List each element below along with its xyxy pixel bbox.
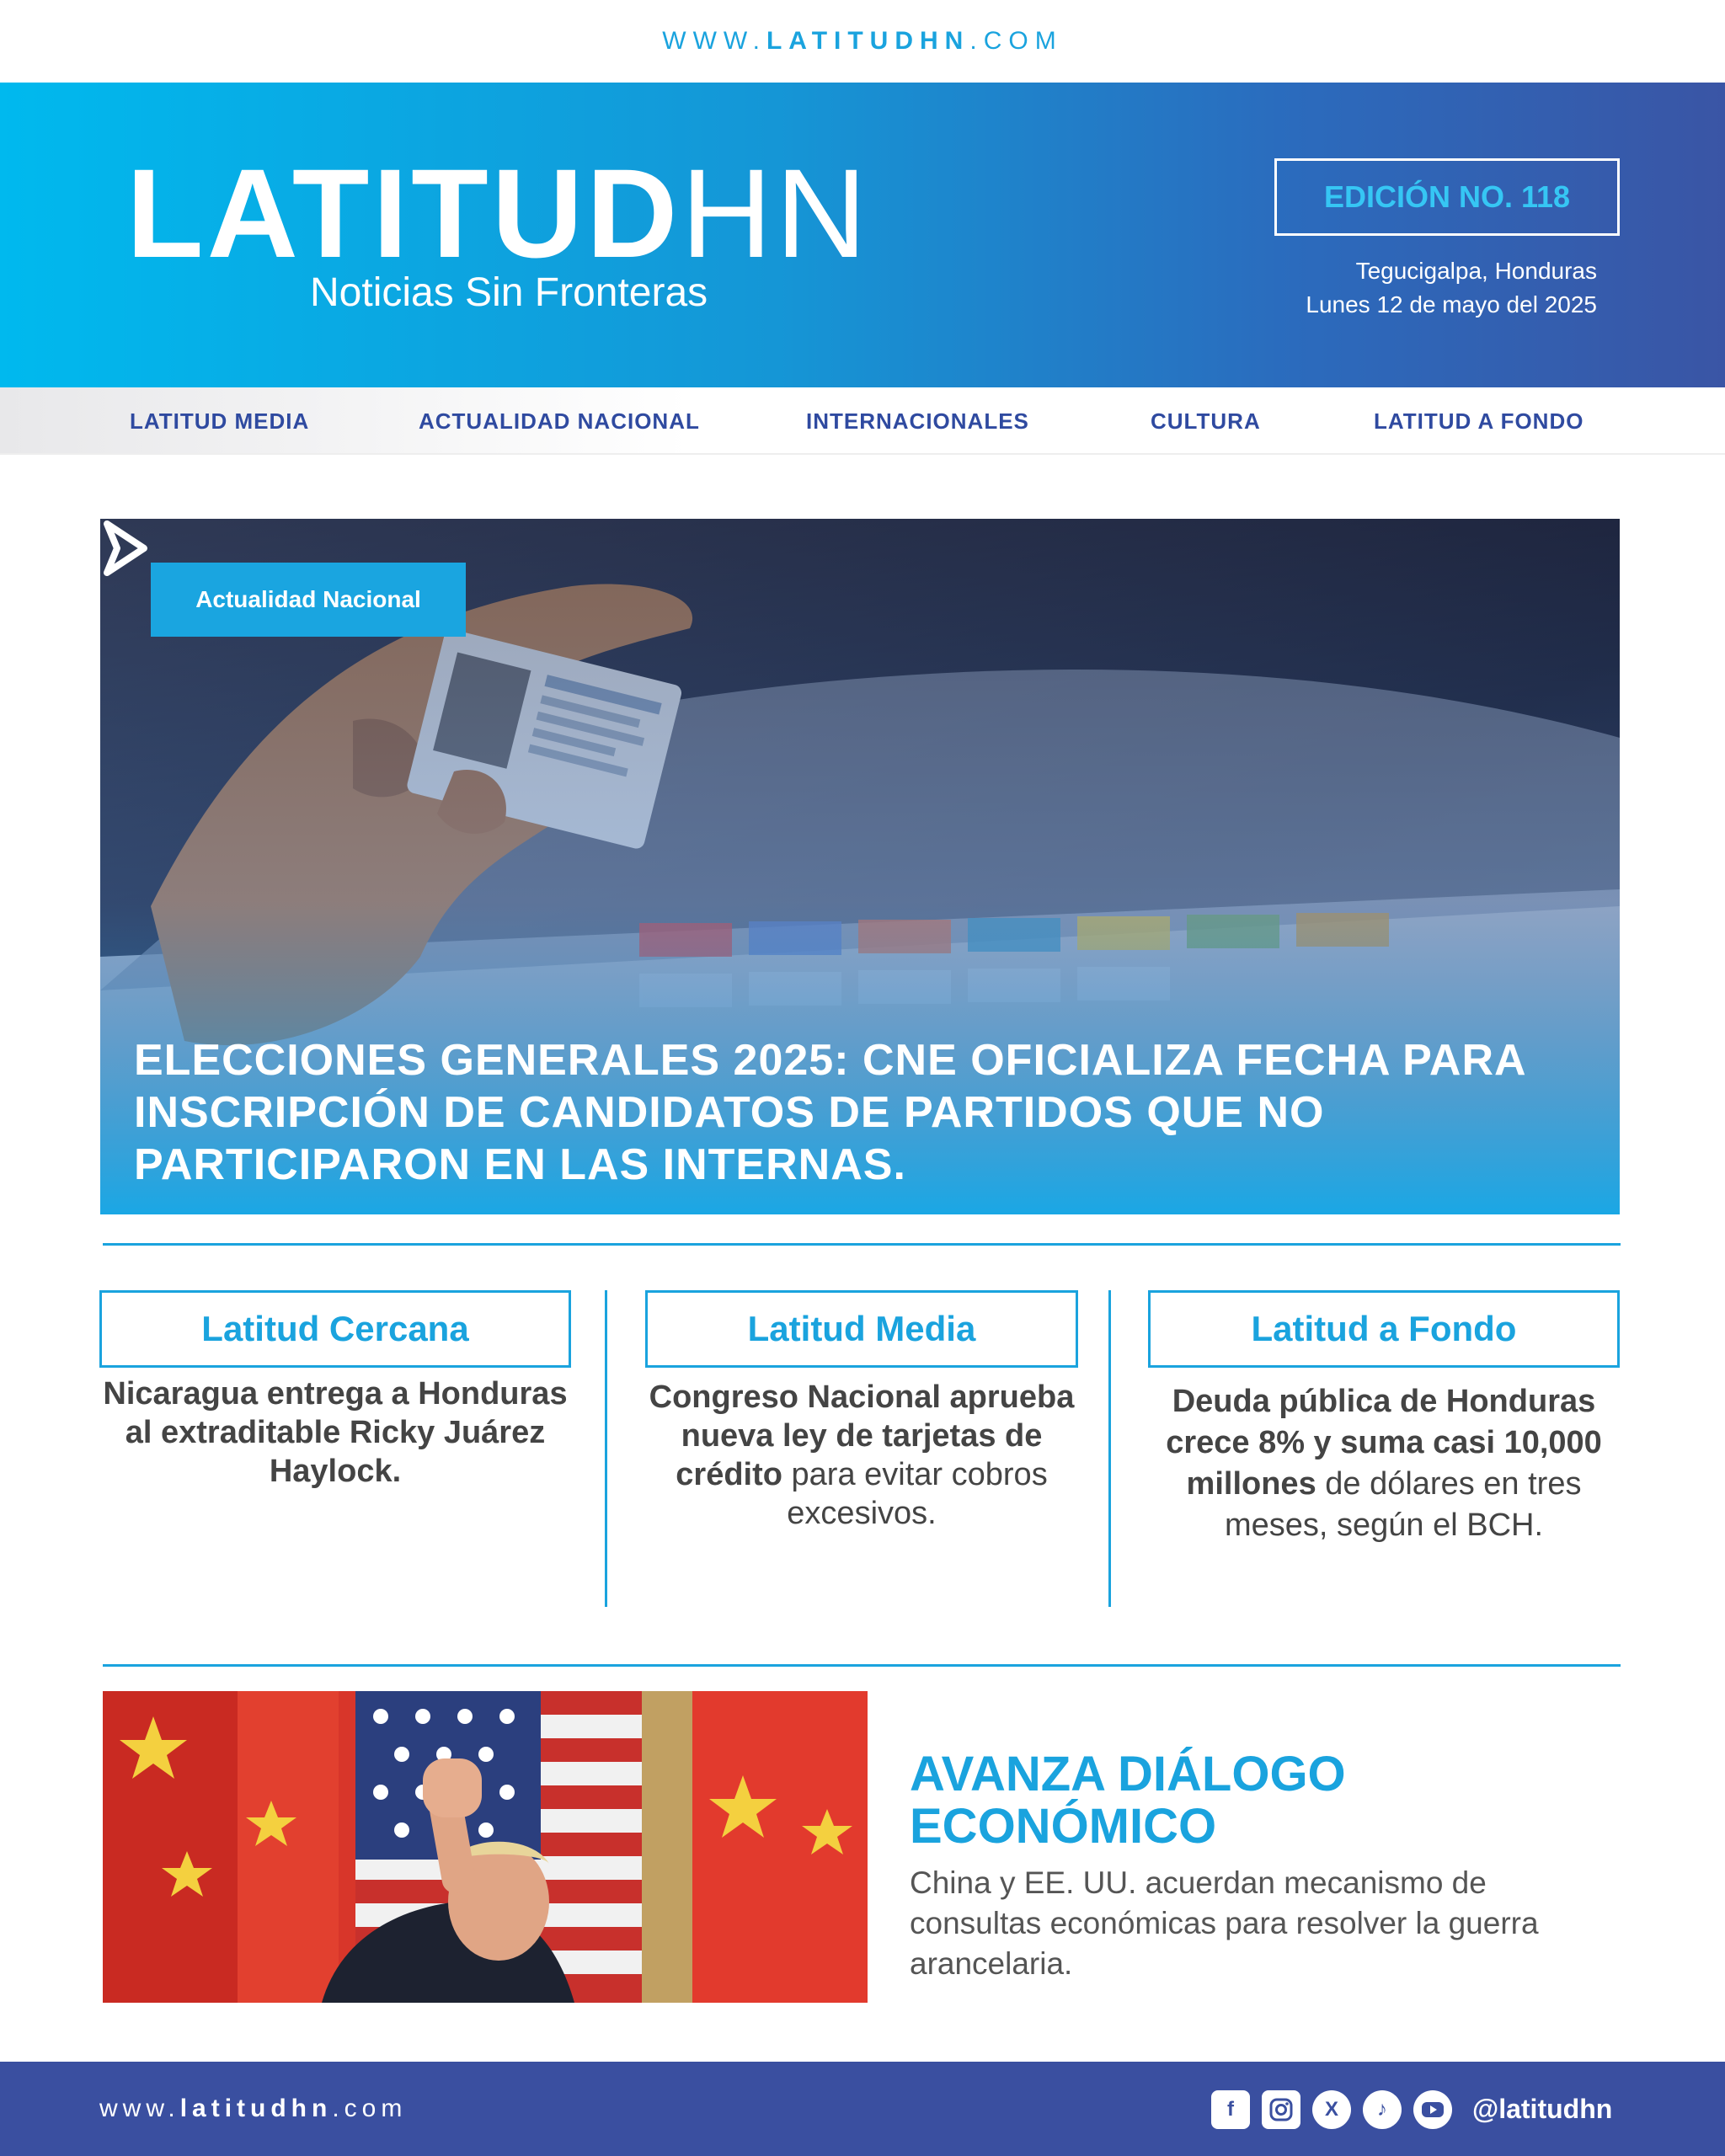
footer-url-suffix: .com bbox=[332, 2095, 408, 2122]
issue-date: Lunes 12 de mayo del 2025 bbox=[1306, 291, 1597, 318]
social-handle[interactable]: @latitudhn bbox=[1472, 2094, 1613, 2124]
column-bold-text: Nicaragua entrega a Honduras al extraditable Ricky Juárez Haylock. bbox=[103, 1376, 568, 1489]
tagline: Noticias Sin Fronteras bbox=[310, 270, 708, 315]
edition-badge: EDICIÓN NO. 118 bbox=[1274, 158, 1620, 236]
column-divider-1 bbox=[605, 1290, 607, 1607]
instagram-icon[interactable] bbox=[1262, 2090, 1300, 2129]
social-links bbox=[1211, 2090, 1452, 2129]
hero-headline[interactable]: ELECCIONES GENERALES 2025: CNE OFICIALIZA FECHA PARA INSCRIPCIÓN DE CANDIDATOS DE PARTIDOS QUE NO PARTICIPARON EN LAS INTERNAS. bbox=[134, 1036, 1525, 1189]
hero-category-badge[interactable]: Actualidad Nacional bbox=[151, 563, 466, 637]
footer-url[interactable] bbox=[99, 2062, 407, 2156]
column-text-latitud-a-fondo[interactable] bbox=[1137, 1381, 1631, 1546]
column-label-latitud-a-fondo[interactable]: Latitud a Fondo bbox=[1148, 1290, 1620, 1368]
column-regular-text: de dólares en tres meses, según el BCH. bbox=[1224, 1466, 1582, 1543]
x-icon[interactable]: X bbox=[1312, 2090, 1351, 2129]
nav-actualidad-nacional[interactable]: ACTUALIDAD NACIONAL bbox=[419, 408, 700, 434]
nav-latitud-a-fondo[interactable]: LATITUD A FONDO bbox=[1374, 408, 1584, 434]
play-arrow-icon bbox=[100, 519, 151, 578]
story2-summary: China y EE. UU. acuerdan mecanismo de consultas económicas para resolver la guerra arancelaria. bbox=[910, 1865, 1539, 1981]
column-label-latitud-cercana[interactable]: Latitud Cercana bbox=[99, 1290, 571, 1368]
tiktok-icon[interactable]: ♪ bbox=[1363, 2090, 1402, 2129]
divider-top bbox=[103, 1243, 1621, 1246]
story2-photo[interactable] bbox=[103, 1691, 868, 2003]
column-label-latitud-media[interactable]: Latitud Media bbox=[645, 1290, 1078, 1368]
top-url-suffix: .COM bbox=[969, 27, 1063, 55]
youtube-glyph bbox=[1421, 2101, 1445, 2118]
hero-story[interactable] bbox=[100, 519, 1620, 1214]
logo[interactable] bbox=[126, 142, 871, 284]
column-divider-2 bbox=[1108, 1290, 1111, 1607]
nav-latitud-media[interactable]: LATITUD MEDIA bbox=[130, 408, 310, 434]
column-text-latitud-cercana[interactable] bbox=[99, 1374, 571, 1491]
section-nav bbox=[0, 387, 1725, 455]
logo-bold-text: LATITUD bbox=[126, 142, 681, 284]
place: Tegucigalpa, Honduras bbox=[1355, 258, 1597, 284]
footer bbox=[0, 2062, 1725, 2156]
facebook-icon[interactable]: f bbox=[1211, 2090, 1250, 2129]
flags-photo bbox=[103, 1691, 868, 2003]
footer-url-prefix: www. bbox=[99, 2095, 180, 2122]
logo-thin-text: HN bbox=[681, 142, 871, 284]
divider-bottom bbox=[103, 1664, 1621, 1667]
column-bold-text: Deuda pública de Honduras crece 8% y suma casi 10,000 millones bbox=[1166, 1384, 1602, 1502]
top-url[interactable] bbox=[0, 0, 1725, 83]
column-text-latitud-media[interactable] bbox=[638, 1378, 1085, 1533]
top-url-prefix: WWW. bbox=[662, 27, 766, 55]
footer-url-brand: latitudhn bbox=[179, 2095, 333, 2122]
top-url-brand: LATITUDHN bbox=[766, 27, 970, 55]
nav-internacionales[interactable]: INTERNACIONALES bbox=[806, 408, 1029, 434]
youtube-icon[interactable] bbox=[1413, 2090, 1452, 2129]
column-bold-text: Congreso Nacional aprueba nueva ley de tarjetas de crédito bbox=[649, 1380, 1075, 1492]
story2-headline[interactable]: AVANZA DIÁLOGO ECONÓMICO bbox=[910, 1747, 1346, 1854]
header-banner bbox=[0, 83, 1725, 387]
nav-cultura[interactable]: CULTURA bbox=[1151, 408, 1261, 434]
instagram-glyph bbox=[1268, 2097, 1294, 2122]
column-regular-text: para evitar cobros excesivos. bbox=[782, 1457, 1048, 1531]
